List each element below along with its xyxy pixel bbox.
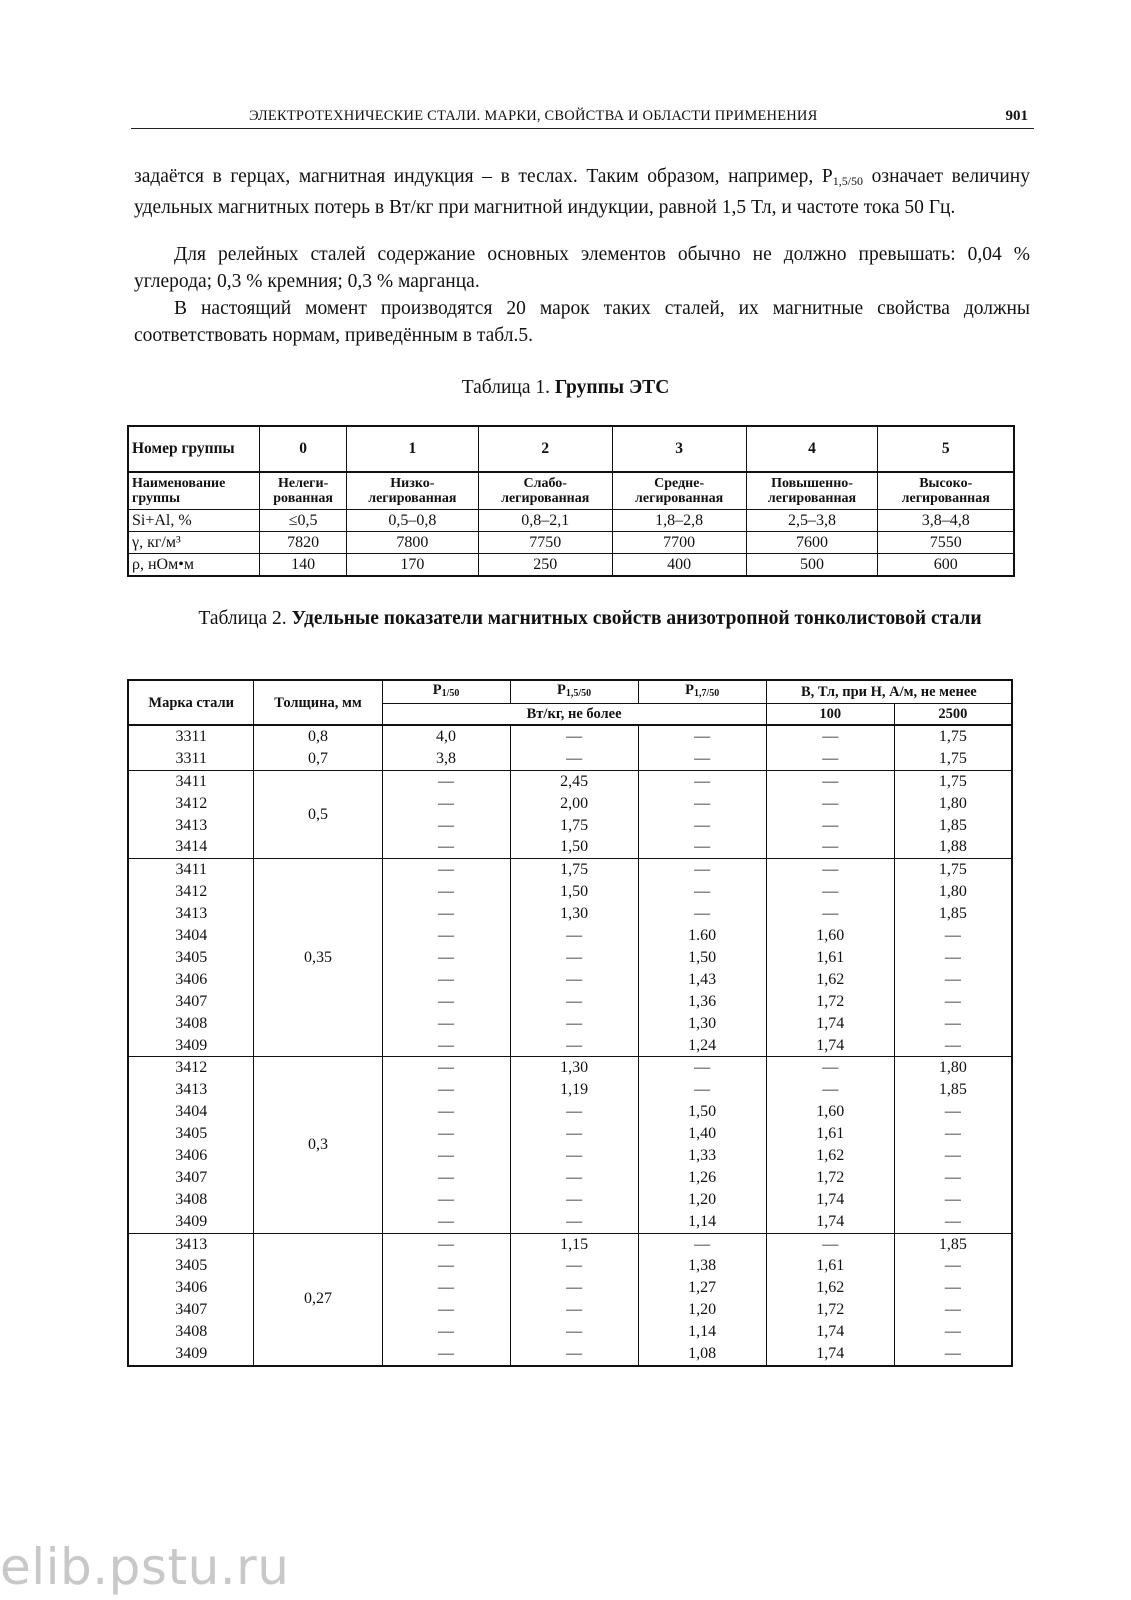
table-2-p150-column bbox=[382, 770, 510, 859]
table-2-b2500: 1,80 bbox=[938, 794, 967, 812]
table-2-thickness: 0,27 bbox=[254, 1233, 382, 1366]
table-2-b2500-column bbox=[894, 770, 1012, 859]
table-1-row-label: ρ, нОм•м bbox=[128, 554, 260, 577]
table-2-b100: 1,74 bbox=[816, 1212, 845, 1230]
table-2-b2500: — bbox=[944, 1344, 961, 1362]
table-2-p150: — bbox=[438, 927, 455, 945]
table-2-mark: 3311 bbox=[128, 748, 254, 770]
table-row bbox=[128, 725, 1012, 748]
table-2-p1750: — bbox=[694, 772, 711, 790]
table-2-p1550-column bbox=[510, 1057, 638, 1233]
table-2-thickness: 0,8 bbox=[254, 725, 382, 748]
table-1-group-number: 4 bbox=[746, 426, 878, 472]
table-2-p150: — bbox=[438, 1059, 455, 1077]
table-2-b100: — bbox=[822, 772, 839, 790]
table-2-thickness: 0,7 bbox=[254, 748, 382, 770]
table-2-p1550: — bbox=[566, 992, 583, 1010]
table-2-b100: 1,74 bbox=[816, 1323, 845, 1341]
table-2-mark: 3408 bbox=[175, 1323, 208, 1341]
table-1-cell: 500 bbox=[746, 554, 878, 577]
table-1-group-name: Слабо-легированная bbox=[478, 472, 612, 510]
table-2-p1550: 1,30 bbox=[560, 905, 589, 923]
table-1-cell: 0,5–0,8 bbox=[346, 510, 478, 532]
table-2-p1750: 1,50 bbox=[688, 948, 717, 966]
table-2-b2500: 1,80 bbox=[938, 1059, 967, 1077]
table-2-p150: — bbox=[438, 1168, 455, 1186]
table-2-mark: 3408 bbox=[175, 1014, 208, 1032]
table-2-p1550: — bbox=[566, 1036, 583, 1054]
table-2-col-p1750: $P_{1,7/50}$ bbox=[638, 680, 766, 704]
table-1-cell: 7550 bbox=[878, 532, 1014, 554]
table-2-b100: 1,60 bbox=[816, 927, 845, 945]
table-2-mark: 3311 bbox=[128, 725, 254, 748]
table-2-mark: 3407 bbox=[175, 992, 208, 1010]
table-1-cell: ≤0,5 bbox=[260, 510, 347, 532]
table-2-p150-column bbox=[382, 1233, 510, 1366]
table-1-caption bbox=[0, 374, 1131, 401]
table-row bbox=[128, 1057, 1012, 1233]
table-2-b2500: — bbox=[944, 1146, 961, 1164]
table-2-b100-column bbox=[766, 770, 894, 859]
table-2-p1750: 1,36 bbox=[688, 992, 717, 1010]
table-2-caption bbox=[180, 605, 1000, 632]
table-2-magnetic-properties bbox=[127, 679, 1013, 1367]
table-1-cell: 7820 bbox=[260, 532, 347, 554]
paragraph-2: Для релейных сталей содержание основных элементов обычно не должно превышать: 0,04 % углерода; 0,3 % кремния; 0,3 % марганца. bbox=[134, 244, 1030, 292]
table-2-p1550: — bbox=[566, 1257, 583, 1275]
table-2-mark: 3408 bbox=[175, 1190, 208, 1208]
table-2-p1550-column bbox=[510, 859, 638, 1057]
table-2-p1750: 1,20 bbox=[688, 1301, 717, 1319]
table-2-thickness: 0,35 bbox=[254, 859, 382, 1057]
table-2-b100: — bbox=[822, 838, 839, 856]
table-row bbox=[128, 1233, 1012, 1366]
table-1-cell: 7700 bbox=[612, 532, 746, 554]
table-2-mark: 3406 bbox=[175, 1146, 208, 1164]
table-1-cell: 0,8–2,1 bbox=[478, 510, 612, 532]
table-1-cell: 600 bbox=[878, 554, 1014, 577]
table-2-mark: 3409 bbox=[175, 1344, 208, 1362]
table-2-p150: — bbox=[438, 1081, 455, 1099]
table-1-group-name: Высоко-легированная bbox=[878, 472, 1014, 510]
table-2-p1550: 1,50 bbox=[560, 883, 589, 901]
table-2-p1550-column bbox=[510, 1233, 638, 1366]
table-2-b100: 1,72 bbox=[816, 1301, 845, 1319]
table-2-p1550: — bbox=[566, 1190, 583, 1208]
table-2-p1750: 1,38 bbox=[688, 1257, 717, 1275]
table-2-b2500: 1,85 bbox=[938, 1235, 967, 1253]
table-2-b2500: 1,75 bbox=[938, 861, 967, 879]
table-1-row bbox=[128, 554, 1014, 577]
table-2-mark: 3406 bbox=[175, 970, 208, 988]
table-2-b2500: — bbox=[944, 948, 961, 966]
paragraph-1-part-a: задаётся в герцах, магнитная индукция – в теслах. Таким образом, например, P bbox=[134, 166, 833, 187]
table-2-col-b2500: 2500 bbox=[894, 704, 1012, 726]
table-2-header-row-1 bbox=[128, 680, 1012, 704]
table-2-b2500: — bbox=[944, 992, 961, 1010]
table-2-b2500: 1,85 bbox=[938, 816, 967, 834]
table-2-b2500-column bbox=[894, 859, 1012, 1057]
table-2-p1550: — bbox=[566, 927, 583, 945]
table-2-b2500: — bbox=[944, 1279, 961, 1297]
page-number: 901 bbox=[1005, 108, 1028, 124]
table-2-p1750: — bbox=[694, 794, 711, 812]
table-2-b2500: 1,88 bbox=[938, 838, 967, 856]
table-1-group-number: 0 bbox=[260, 426, 347, 472]
paragraph-1-part-b: означает величину удельных магнитных потерь в Вт/кг при магнитной индукции, равной 1,5 Тл, и частоте тока 50 Гц. bbox=[134, 166, 1030, 218]
paragraph-3: В настоящий момент производятся 20 марок таких сталей, их магнитные свойства должны соответствовать нормам, приведённым в табл.5. bbox=[134, 298, 1030, 346]
table-2-b2500: — bbox=[944, 1125, 961, 1143]
table-1-cell: 140 bbox=[260, 554, 347, 577]
table-2-p150-column bbox=[382, 1057, 510, 1233]
table-2-p150: — bbox=[438, 772, 455, 790]
table-2-p1750: 1,26 bbox=[688, 1168, 717, 1186]
table-1-name-label: Наименование группы bbox=[128, 472, 260, 510]
table-2-mark: 3406 bbox=[175, 1279, 208, 1297]
table-2-p1550: — bbox=[566, 1146, 583, 1164]
table-2-col-b100: 100 bbox=[766, 704, 894, 726]
table-2-b2500: — bbox=[944, 970, 961, 988]
table-2-mark-column bbox=[128, 1233, 254, 1366]
table-2-p1750: — bbox=[694, 816, 711, 834]
table-2-mark: 3412 bbox=[175, 1059, 208, 1077]
table-2-group bbox=[128, 770, 1012, 859]
table-2-p1550: 1,30 bbox=[560, 1059, 589, 1077]
table-2-p150: — bbox=[438, 1146, 455, 1164]
table-2-p1550: — bbox=[566, 1301, 583, 1319]
table-2-col-mark: Марка стали bbox=[128, 680, 254, 725]
table-2-caption-title: Удельные показатели магнитных свойств анизотропной тонколистовой стали bbox=[291, 608, 982, 629]
table-2-mark: 3405 bbox=[175, 948, 208, 966]
table-1-group-number: 2 bbox=[478, 426, 612, 472]
table-2-b2500: — bbox=[944, 927, 961, 945]
table-2-p150: — bbox=[438, 1125, 455, 1143]
table-2-group bbox=[128, 1233, 1012, 1366]
table-1-cell: 400 bbox=[612, 554, 746, 577]
table-2-b100: — bbox=[766, 725, 894, 748]
table-2-b2500: — bbox=[944, 1103, 961, 1121]
table-2-col-p150: $P_{1/50}$ bbox=[382, 680, 510, 704]
table-1-header-row bbox=[128, 426, 1014, 472]
paragraph-1 bbox=[134, 164, 1030, 221]
table-2-p150: — bbox=[438, 1344, 455, 1362]
table-2-b100: 1,61 bbox=[816, 1125, 845, 1143]
table-2-p1550: — bbox=[566, 970, 583, 988]
table-2-b100: 1,72 bbox=[816, 1168, 845, 1186]
table-1-cell: 7800 bbox=[346, 532, 478, 554]
table-2-b100: 1,62 bbox=[816, 1279, 845, 1297]
table-2-b100: — bbox=[822, 794, 839, 812]
table-2-mark-column bbox=[128, 859, 254, 1057]
table-2-caption-prefix: Таблица 2. bbox=[198, 608, 292, 629]
table-2-b100: — bbox=[822, 883, 839, 901]
table-2-p1750: — bbox=[694, 861, 711, 879]
table-2-thickness: 0,5 bbox=[254, 770, 382, 859]
table-2-b2500: 1,85 bbox=[938, 1081, 967, 1099]
watermark: elib.pstu.ru bbox=[0, 1538, 290, 1596]
table-2-col-thickness: Толщина, мм bbox=[254, 680, 382, 725]
table-1-cell: 2,5–3,8 bbox=[746, 510, 878, 532]
table-2-p1750-column bbox=[638, 859, 766, 1057]
table-2-b100: 1,74 bbox=[816, 1190, 845, 1208]
table-2-b100-column bbox=[766, 1057, 894, 1233]
table-2-p1550: — bbox=[566, 1125, 583, 1143]
table-1-cell: 1,8–2,8 bbox=[612, 510, 746, 532]
table-1-row bbox=[128, 510, 1014, 532]
table-2-p1550: — bbox=[566, 1014, 583, 1032]
table-2-b100-column bbox=[766, 859, 894, 1057]
table-2-p1750-column bbox=[638, 1057, 766, 1233]
table-2-b100: — bbox=[822, 861, 839, 879]
table-2-p150: — bbox=[438, 1279, 455, 1297]
table-2-b2500: 1,85 bbox=[938, 905, 967, 923]
table-2-p150: — bbox=[438, 1190, 455, 1208]
table-2-mark: 3412 bbox=[175, 883, 208, 901]
table-2-mark: 3413 bbox=[175, 905, 208, 923]
table-2-p1750: 1,08 bbox=[688, 1344, 717, 1362]
table-2-p150: 4,0 bbox=[382, 725, 510, 748]
table-2-p1550: — bbox=[566, 1323, 583, 1341]
table-2-mark: 3411 bbox=[175, 861, 207, 879]
table-2-p1750: — bbox=[694, 838, 711, 856]
table-2-b2500: — bbox=[944, 1014, 961, 1032]
table-1-caption-prefix: Таблица 1. bbox=[461, 377, 555, 398]
table-2-b100: — bbox=[822, 1081, 839, 1099]
table-2-b100: 1,74 bbox=[816, 1344, 845, 1362]
table-2-mark-column bbox=[128, 770, 254, 859]
table-2-p150: — bbox=[438, 970, 455, 988]
table-2-p150: — bbox=[438, 883, 455, 901]
table-2-b100: 1,74 bbox=[816, 1014, 845, 1032]
running-header bbox=[131, 104, 1034, 129]
table-2-b100: 1,61 bbox=[816, 1257, 845, 1275]
table-2-p1550: 2,00 bbox=[560, 794, 589, 812]
table-1-cell: 7600 bbox=[746, 532, 878, 554]
table-2-p1550: — bbox=[566, 948, 583, 966]
table-2-p1750: — bbox=[694, 1235, 711, 1253]
table-row bbox=[128, 770, 1012, 859]
table-2-mark: 3412 bbox=[175, 794, 208, 812]
table-2-p1550: — bbox=[566, 1279, 583, 1297]
table-2-p1550: — bbox=[510, 748, 638, 770]
table-2-mark: 3405 bbox=[175, 1125, 208, 1143]
table-2-p1550: 1,15 bbox=[560, 1235, 589, 1253]
table-2-b100: 1,60 bbox=[816, 1103, 845, 1121]
table-2-b100: 1,62 bbox=[816, 1146, 845, 1164]
table-2-p1550: 1,19 bbox=[560, 1081, 589, 1099]
table-2-b100: — bbox=[822, 1235, 839, 1253]
table-2-p150: — bbox=[438, 948, 455, 966]
table-row bbox=[128, 748, 1012, 770]
table-2-mark: 3404 bbox=[175, 927, 208, 945]
table-1-cell: 3,8–4,8 bbox=[878, 510, 1014, 532]
table-1-groups bbox=[127, 425, 1015, 577]
table-1-group-name: Нелеги-рованная bbox=[260, 472, 347, 510]
table-2-p1550: 1,50 bbox=[560, 838, 589, 856]
running-title: ЭЛЕКТРОТЕХНИЧЕСКИЕ СТАЛИ. МАРКИ, СВОЙСТВА И ОБЛАСТИ ПРИМЕНЕНИЯ bbox=[249, 108, 818, 124]
table-2-b2500: — bbox=[944, 1301, 961, 1319]
table-2-p1550: 2,45 bbox=[560, 772, 589, 790]
table-2-mark: 3409 bbox=[175, 1036, 208, 1054]
table-2-b100: 1,72 bbox=[816, 992, 845, 1010]
table-2-mark: 3414 bbox=[175, 838, 208, 856]
table-2-b2500: — bbox=[944, 1212, 961, 1230]
table-2-col-b: B, Тл, при H, А/м, не менее bbox=[766, 680, 1012, 704]
table-2-p1550-column bbox=[510, 770, 638, 859]
table-2-b2500: 1,75 bbox=[894, 725, 1012, 748]
table-2-p1750-column bbox=[638, 1233, 766, 1366]
table-2-p150: — bbox=[438, 1235, 455, 1253]
table-1-group-name: Низко-легированная bbox=[346, 472, 478, 510]
table-2-p1750: 1,33 bbox=[688, 1146, 717, 1164]
table-2-b2500: — bbox=[944, 1323, 961, 1341]
table-2-p1750: 1,43 bbox=[688, 970, 717, 988]
table-2-b100: — bbox=[766, 748, 894, 770]
table-2-group bbox=[128, 1057, 1012, 1233]
table-2-p1550: — bbox=[510, 725, 638, 748]
table-2-p1750: 1,27 bbox=[688, 1279, 717, 1297]
table-2-mark: 3409 bbox=[175, 1212, 208, 1230]
table-2-b2500: 1,80 bbox=[938, 883, 967, 901]
table-2-p1550: 1,75 bbox=[560, 861, 589, 879]
table-2-b2500-column bbox=[894, 1057, 1012, 1233]
table-2-p150: — bbox=[438, 861, 455, 879]
table-2-b100: 1,61 bbox=[816, 948, 845, 966]
table-2-p1550: — bbox=[566, 1103, 583, 1121]
table-2-b2500: 1,75 bbox=[894, 748, 1012, 770]
table-2-b100: — bbox=[822, 1059, 839, 1077]
table-2-b100: — bbox=[822, 905, 839, 923]
table-2-mark: 3407 bbox=[175, 1168, 208, 1186]
table-2-b100-column bbox=[766, 1233, 894, 1366]
table-2-p1750: — bbox=[694, 883, 711, 901]
table-2-group bbox=[128, 859, 1012, 1057]
table-2-p150: — bbox=[438, 1212, 455, 1230]
table-2-p150: — bbox=[438, 1323, 455, 1341]
table-2-b100: — bbox=[822, 816, 839, 834]
table-2-p150: — bbox=[438, 838, 455, 856]
table-2-thickness: 0,3 bbox=[254, 1057, 382, 1233]
table-2-p1750: — bbox=[694, 905, 711, 923]
table-2-b2500: — bbox=[944, 1168, 961, 1186]
table-2-units-p: Вт/кг, не более bbox=[382, 704, 766, 726]
table-1-cell: 170 bbox=[346, 554, 478, 577]
table-2-p1750: — bbox=[638, 748, 766, 770]
table-1-group-number: 1 bbox=[346, 426, 478, 472]
table-2-mark: 3413 bbox=[175, 816, 208, 834]
table-1-row-label: γ, кг/м³ bbox=[128, 532, 260, 554]
table-2-mark: 3404 bbox=[175, 1103, 208, 1121]
table-2-mark: 3413 bbox=[175, 1235, 208, 1253]
table-2-p1550: — bbox=[566, 1212, 583, 1230]
table-1-cell: 7750 bbox=[478, 532, 612, 554]
table-2-p1750: 1,50 bbox=[688, 1103, 717, 1121]
table-2-p1550: — bbox=[566, 1168, 583, 1186]
table-2-col-p1550: $P_{1,5/50}$ bbox=[510, 680, 638, 704]
table-2-b100: 1,62 bbox=[816, 970, 845, 988]
table-2-b100: 1,74 bbox=[816, 1036, 845, 1054]
table-2-p150: — bbox=[438, 1103, 455, 1121]
table-2-p1750-column bbox=[638, 770, 766, 859]
table-2-group bbox=[128, 725, 1012, 770]
table-2-p150: — bbox=[438, 1014, 455, 1032]
table-2-p1750: — bbox=[694, 1059, 711, 1077]
table-2-p1750: 1,20 bbox=[688, 1190, 717, 1208]
table-1-caption-title: Группы ЭТС bbox=[554, 377, 670, 398]
table-2-p150: — bbox=[438, 905, 455, 923]
table-2-p1750: — bbox=[694, 1081, 711, 1099]
table-2-p1550: 1,75 bbox=[560, 816, 589, 834]
table-1-group-number: 5 bbox=[878, 426, 1014, 472]
table-2-p150: — bbox=[438, 1257, 455, 1275]
table-2-b2500: — bbox=[944, 1036, 961, 1054]
table-1-group-number: 3 bbox=[612, 426, 746, 472]
paragraph-1-subscript: 1,5/50 bbox=[832, 174, 864, 188]
table-2-p150-column bbox=[382, 859, 510, 1057]
table-1-row bbox=[128, 532, 1014, 554]
table-2-p150: — bbox=[438, 1301, 455, 1319]
table-1-group-name: Средне-легированная bbox=[612, 472, 746, 510]
table-2-p150: — bbox=[438, 794, 455, 812]
table-2-p1750: 1.60 bbox=[688, 927, 717, 945]
table-1-name-row bbox=[128, 472, 1014, 510]
table-2-p150: — bbox=[438, 816, 455, 834]
table-2-b2500: — bbox=[944, 1190, 961, 1208]
table-1-cell: 250 bbox=[478, 554, 612, 577]
table-2-p1750: 1,30 bbox=[688, 1014, 717, 1032]
table-row bbox=[128, 859, 1012, 1057]
table-2-p1750: 1,14 bbox=[688, 1212, 717, 1230]
table-1-row-label: Si+Al, % bbox=[128, 510, 260, 532]
table-2-mark-column bbox=[128, 1057, 254, 1233]
table-2-mark: 3405 bbox=[175, 1257, 208, 1275]
table-2-p1750: 1,40 bbox=[688, 1125, 717, 1143]
table-2-mark: 3413 bbox=[175, 1081, 208, 1099]
table-2-mark: 3407 bbox=[175, 1301, 208, 1319]
table-2-p150: 3,8 bbox=[382, 748, 510, 770]
table-2-mark: 3411 bbox=[175, 772, 207, 790]
table-2-p1750: — bbox=[638, 725, 766, 748]
table-2-p1750: 1,24 bbox=[688, 1036, 717, 1054]
table-2-p1750: 1,14 bbox=[688, 1323, 717, 1341]
table-2-b2500: 1,75 bbox=[938, 772, 967, 790]
table-1-data-rows bbox=[128, 510, 1014, 577]
table-1-group-name: Повышенно-легированная bbox=[746, 472, 878, 510]
table-2-p150: — bbox=[438, 1036, 455, 1054]
table-2-p150: — bbox=[438, 992, 455, 1010]
table-2-b2500: — bbox=[944, 1257, 961, 1275]
table-1-header-label: Номер группы bbox=[128, 426, 260, 472]
table-2-p1550: — bbox=[566, 1344, 583, 1362]
table-2-b2500-column bbox=[894, 1233, 1012, 1366]
